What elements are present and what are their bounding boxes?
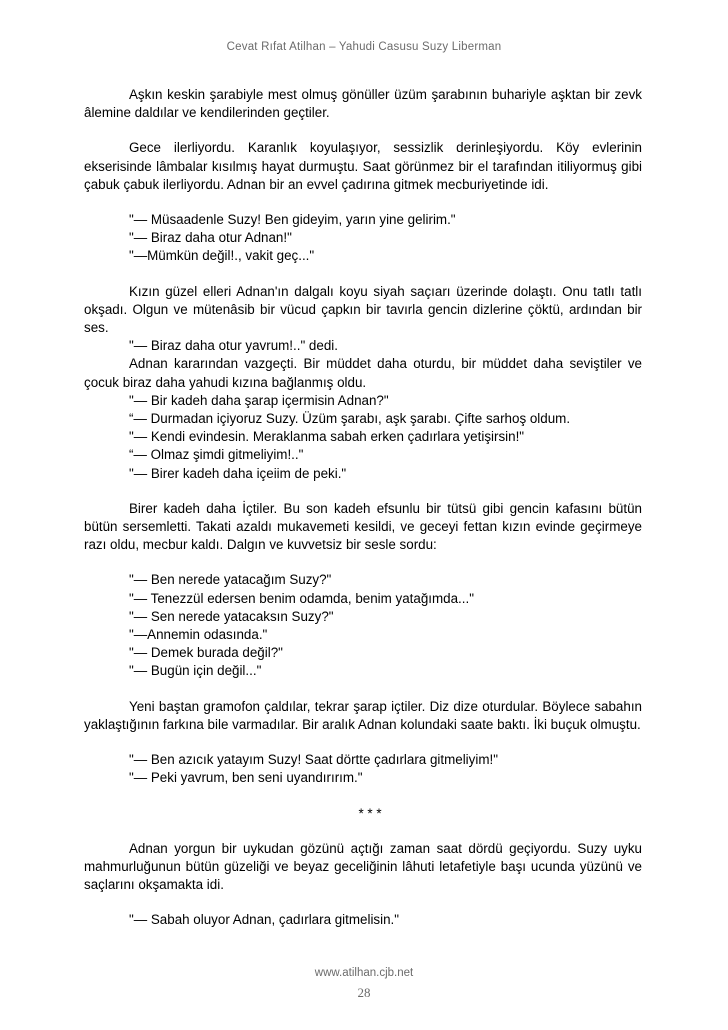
dialogue-line: "— Demek burada değil?" bbox=[129, 645, 283, 661]
dialogue-line: “— Olmaz şimdi gitmeliyim!.." bbox=[129, 447, 304, 463]
paragraph-1: Aşkın keskin şarabiyle mest olmuş gönüller üzüm şarabının buhariyle aşktan bir zevk âlemine daldılar ve kendilerinden geçtiler. bbox=[84, 87, 642, 121]
section-separator: * * * bbox=[358, 805, 382, 821]
dialogue-line: “— Durmadan içiyoruz Suzy. Üzüm şarabı, aşk şarabı. Çifte sarhoş oldum. bbox=[129, 411, 571, 427]
paragraph-gap bbox=[84, 122, 642, 139]
dialogue-line: "— Müsaadenle Suzy! Ben gideyim, yarın yine gelirim." bbox=[129, 212, 456, 228]
dialogue-line: "— Ben azıcık yatayım Suzy! Saat dörtte çadırlara gitmeliyim!" bbox=[129, 752, 498, 768]
dialogue-line: "— Bugün için değil..." bbox=[129, 663, 262, 679]
paragraph-gap bbox=[84, 894, 642, 911]
paragraph-5: Birer kadeh daha İçtiler. Bu son kadeh efsunlu bir tütsü gibi gencin kafasını bütün bütün sersemletti. Takati azaldı mukavemeti kesildi, ve geceyi fettan kızın evinde geçirmeye razı oldu, mecbur kaldı. Dalgın ve kuvvetsiz bir sesle sordu: bbox=[84, 500, 642, 553]
paragraph-gap bbox=[84, 266, 642, 283]
paragraph-gap bbox=[84, 823, 642, 840]
dialogue-line: "— Sabah oluyor Adnan, çadırlara gitmelisin." bbox=[129, 912, 400, 928]
paragraph-gap bbox=[84, 483, 642, 500]
dialogue-line: "—Mümkün değil!., vakit geç..." bbox=[129, 248, 315, 264]
footer-url: www.atilhan.cjb.net bbox=[314, 967, 414, 979]
dialogue-line: "— Tenezzül edersen benim odamda, benim yatağımda..." bbox=[129, 590, 474, 606]
paragraph-gap bbox=[84, 681, 642, 698]
paragraph-7: Adnan yorgun bir uykudan gözünü açtığı zaman saat dördü geçiyordu. Suzy uyku mahmurluğunun bütün güzeliği ve beyaz geceliğinin lâhuti letafetiyle başı ucunda yüzünü ve saçlarını okşamakta idi. bbox=[84, 840, 642, 893]
paragraph-6: Yeni baştan gramofon çaldılar, tekrar şarap içtiler. Diz dize oturdular. Böylece sabahın yaklaştığının farkına bile varmadılar. Bir aralık Adnan kolundaki saate baktı. İki buçuk olmuştu. bbox=[84, 698, 642, 732]
dialogue-line: "— Birer kadeh daha içeiim de peki." bbox=[129, 465, 347, 481]
dialogue-line: "— Bir kadeh daha şarap içermisin Adnan?" bbox=[129, 392, 389, 408]
dialogue-line: "—Annemin odasında." bbox=[129, 627, 268, 643]
running-header: Cevat Rıfat Atilhan – Yahudi Casusu Suzy Liberman bbox=[226, 41, 502, 53]
page-number: 28 bbox=[357, 985, 371, 1000]
page-body bbox=[84, 86, 642, 930]
paragraph-4: Adnan kararından vazgeçti. Bir müddet daha oturdu, bir müddet daha seviştiler ve çocuk biraz daha yahudi kızına bağlanmış oldu. bbox=[84, 356, 642, 390]
dialogue-line: "— Kendi evindesin. Meraklanma sabah erken çadırlara yetişirsin!" bbox=[129, 429, 525, 445]
paragraph-gap bbox=[84, 554, 642, 571]
dialogue-line: "— Ben nerede yatacağım Suzy?" bbox=[129, 572, 332, 588]
dialogue-line: "— Sen nerede yatacaksın Suzy?" bbox=[129, 608, 334, 624]
paragraph-gap bbox=[84, 734, 642, 751]
paragraph-gap bbox=[84, 194, 642, 211]
dialogue-line: "— Biraz daha otur Adnan!" bbox=[129, 230, 292, 246]
dialogue-line: "— Peki yavrum, ben seni uyandırırım." bbox=[129, 770, 363, 786]
paragraph-2: Gece ilerliyordu. Karanlık koyulaşıyor, sessizlik derinleşiyordu. Köy evlerinin ekserisinde lâmbalar kısılmış hayat durmuştu. Saat görünmez bir el tarafından itiliyormuş gibi çabuk çabuk ilerliyordu. Adnan bir an evvel çadırına gitmek mecburiyetinde idi. bbox=[84, 140, 642, 192]
paragraph-3: Kızın güzel elleri Adnan'ın dalgalı koyu siyah saçıarı üzerinde dolaştı. Onu tatlı tatlı okşadı. Olgun ve mütenâsib bir vücud çapkın bir tavırla gencin dizlerine çöktü, ardından bir ses. bbox=[84, 283, 642, 336]
dialogue-line: "— Biraz daha otur yavrum!.." dedi. bbox=[129, 338, 338, 354]
paragraph-gap bbox=[84, 788, 642, 805]
